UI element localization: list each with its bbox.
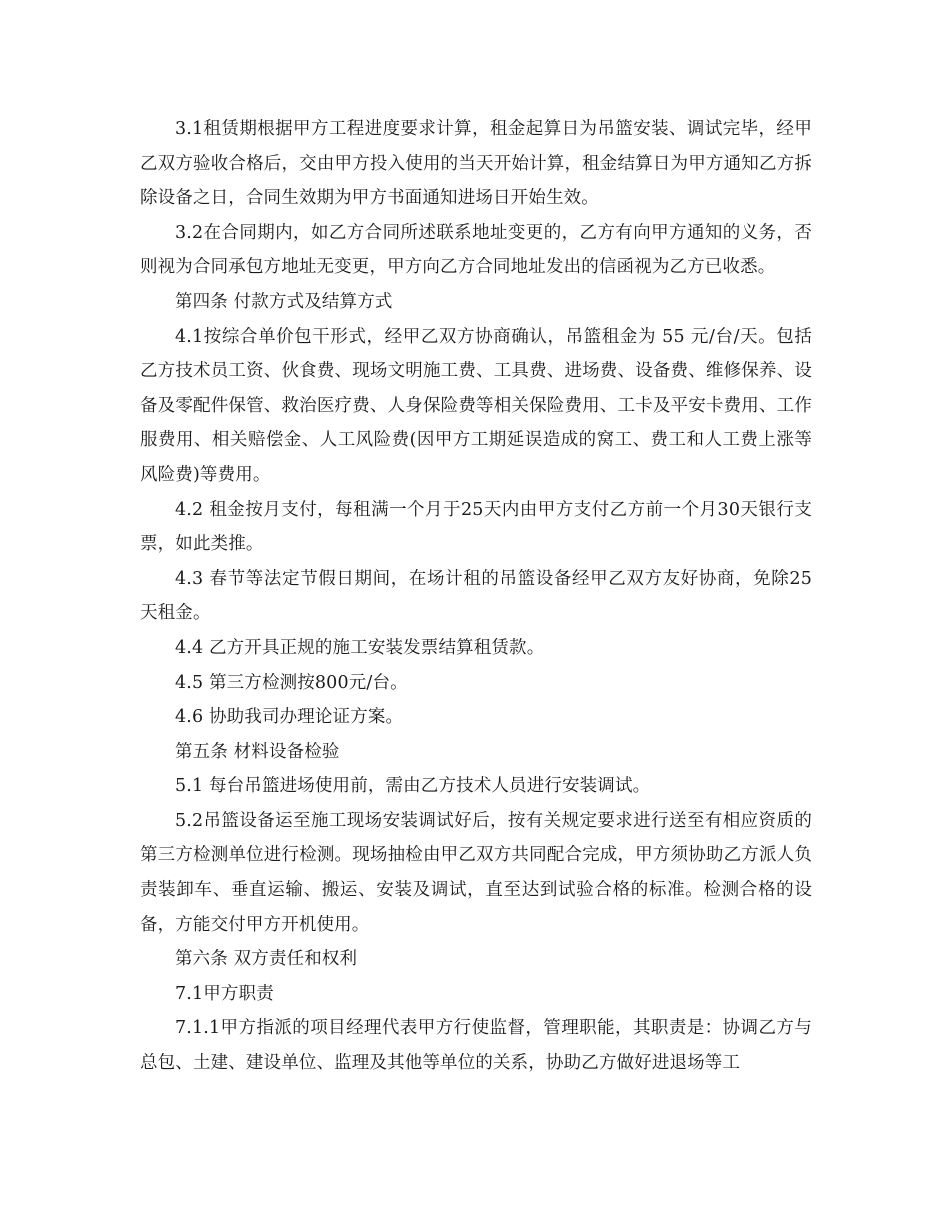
- clause-5-2: 5.2吊篮设备运至施工现场安装调试好后，按有关规定要求进行送至有相应资质的第三方检测单位进行检测。现场抽检由甲乙双方共同配合完成，甲方须协助乙方派人负责装卸车、垂直运输、搬运、安装及调试，直至达到试验合格的标准。检测合格的设备，方能交付甲方开机使用。: [140, 810, 812, 935]
- clause-7-1: 7.1甲方职责: [175, 983, 274, 1004]
- document-body: [140, 112, 812, 1081]
- article-6-heading: 第六条 双方责任和权利: [175, 949, 358, 970]
- clause-5-1: 5.1 每台吊篮进场使用前，需由乙方技术人员进行安装调试。: [175, 776, 651, 797]
- clause-3-1: 3.1租赁期根据甲方工程进度要求计算，租金起算日为吊篮安装、调试完毕，经甲乙双方验收合格后，交由甲方投入使用的当天开始计算，租金结算日为甲方通知乙方拆除设备之日，合同生效期为甲方书面通知进场日开始生效。: [140, 119, 812, 209]
- article-4-heading: 第四条 付款方式及结算方式: [175, 291, 393, 312]
- clause-4-4: 4.4 乙方开具正规的施工安装发票结算租赁款。: [175, 637, 545, 658]
- clause-3-2: 3.2在合同期内，如乙方合同所述联系地址变更的，乙方有向甲方通知的义务，否则视为合同承包方地址无变更，甲方向乙方合同地址发出的信函视为乙方已收悉。: [140, 222, 812, 278]
- clause-4-1: 4.1按综合单价包干形式，经甲乙双方协商确认，吊篮租金为 55 元/台/天。包括乙方技术员工资、伙食费、现场文明施工费、工具费、进场费、设备费、维修保养、设备及零配件保管、救治医疗费、人身保险费等相关保险费用、工卡及平安卡费用、工作服费用、相关赔偿金、人工风险费(因甲方工期延误造成的窝工、费工和人工费上涨等风险费)等费用。: [140, 326, 812, 485]
- clause-7-1-1: 7.1.1甲方指派的项目经理代表甲方行使监督，管理职能，其职责是：协调乙方与总包、土建、建设单位、监理及其他等单位的关系，协助乙方做好进退场等工: [140, 1018, 812, 1074]
- clause-4-2: 4.2 租金按月支付，每租满一个月于25天内由甲方支付乙方前一个月30天银行支票，如此类推。: [140, 499, 812, 555]
- clause-4-5: 4.5 第三方检测按800元/台。: [175, 672, 408, 693]
- clause-4-3: 4.3 春节等法定节假日期间，在场计租的吊篮设备经甲乙双方友好协商，免除25天租金。: [140, 568, 812, 624]
- article-5-heading: 第五条 材料设备检验: [175, 741, 340, 762]
- clause-4-6: 4.6 协助我司办理论证方案。: [175, 707, 404, 728]
